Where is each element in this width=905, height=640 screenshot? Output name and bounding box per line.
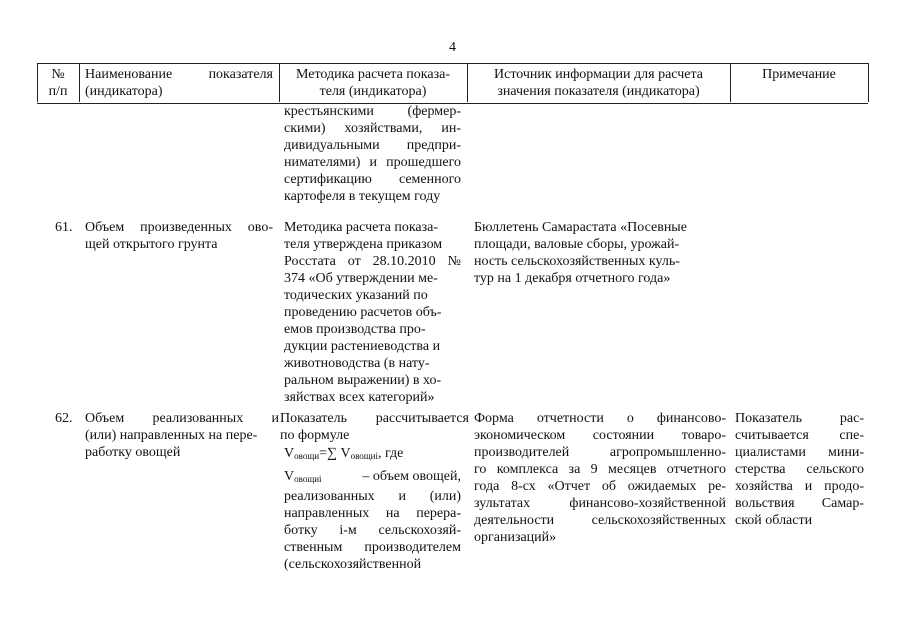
- page-number: 4: [449, 40, 456, 55]
- table-border: [79, 63, 80, 102]
- header-source: Источник информации для расчета значения показателя (индикатора): [494, 67, 703, 99]
- formula: $V_{овощи}=\sum$ $V_{овощиi}$, где: [284, 446, 404, 461]
- row-number: 61.: [55, 220, 73, 235]
- header-number: № п/п: [48, 67, 68, 99]
- row-number: 62.: [55, 411, 73, 426]
- header-note: Примечание: [762, 67, 836, 82]
- method-definition: $V_{овощиi}$ – объем овощей, реализованных и (или) направленных на перера- ботку i-м сельскохозяй- ственным производителем (сельскохозяйственной: [284, 469, 461, 572]
- source-text: Форма отчетности о финансово- экономическом состоянии товаро- производителей агропромышленно- го комплекса за 9 месяцев отчетного года 8-сх «Отчет об ожидаемых ре- зультатах финансово-хозяйственной деятельности сельскохозяйственных организаций»: [474, 411, 726, 545]
- method-text: Методика расчета показа- теля утверждена приказом Росстата от 28.10.2010 № 374 «Об утверждении ме- тодических указаний по проведению расчетов объ- емов производства про- дукции растениеводства и животноводства (в нату- ральном выражении) в хо- зяйствах всех категорий»: [284, 220, 461, 405]
- table-border: [467, 63, 468, 102]
- indicator-name: Объем произведенных ово- щей открытого грунта: [85, 220, 273, 252]
- table-border: [279, 63, 280, 102]
- method-text: Показатель рассчитывается по формуле: [280, 411, 469, 443]
- table-border: [37, 63, 38, 102]
- table-border: [868, 63, 869, 102]
- header-indicator-name: Наименование показателя (индикатора): [85, 67, 273, 99]
- indicator-name: Объем реализованных и (или) направленных на пере- работку овощей: [85, 411, 279, 460]
- note-text: Показатель рас- считывается спе- циалистами мини- стерства сельского хозяйства и продо- вольствия Самар- ской области: [735, 411, 864, 528]
- source-text: Бюллетень Самарастата «Посевные площади, валовые сборы, урожай- ность сельскохозяйственных куль- тур на 1 декабря отчетного года»: [474, 220, 687, 286]
- method-continued-text: крестьянскими (фермер- скими) хозяйствами, ин- дивидуальными предпри- нимателями) и прошедшего сертификацию семенного картофеля в текущем году: [284, 104, 461, 204]
- header-method: Методика расчета показа- теля (индикатора): [295, 67, 451, 99]
- table-border: [730, 63, 731, 102]
